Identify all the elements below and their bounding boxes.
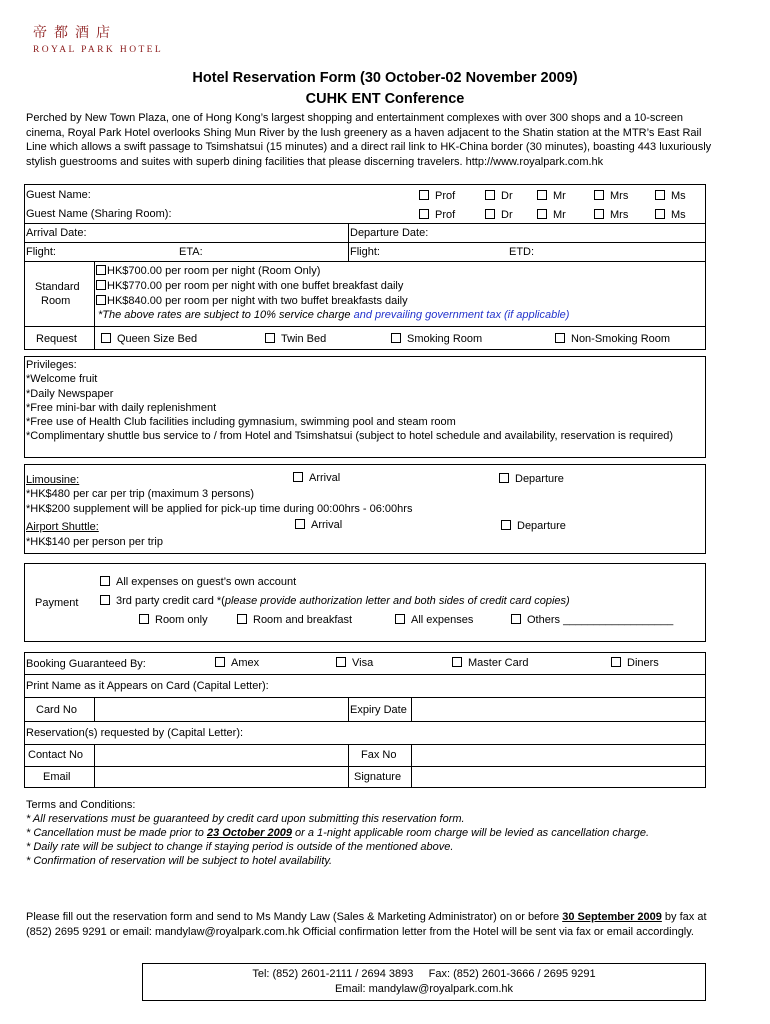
term-item: * Daily rate will be subject to change if staying period is outside of the mentioned above.: [26, 841, 454, 853]
term-item: * Cancellation must be made prior to 23 October 2009 or a 1-night applicable room charge will be levied as cancellation charge.: [26, 827, 650, 839]
card-no-label: Card No: [36, 704, 77, 716]
expiry-date-label: Expiry Date: [350, 704, 407, 716]
checkbox-icon[interactable]: [96, 295, 106, 305]
checkbox-icon[interactable]: [395, 614, 405, 624]
checkbox-icon[interactable]: [293, 472, 303, 482]
hotel-logo: [33, 22, 163, 55]
payment-room-breakfast[interactable]: Room and breakfast: [237, 614, 352, 626]
checkbox-icon[interactable]: [537, 209, 547, 219]
guest-info-section: [24, 184, 706, 262]
payment-third-party[interactable]: 3rd party credit card *(please provide authorization letter and both sides of credit card copies): [100, 595, 570, 607]
room-option-1[interactable]: HK$700.00 per room per night (Room Only): [96, 265, 320, 277]
send-instructions: Please fill out the reservation form and send to Ms Mandy Law (Sales & Marketing Administrator) on or before 30 September 2009 by fax at (852) 2695 9291 or email: mandylaw@royalpark.com.hk Official confirmation letter from the Hotel will be sent via fax or email accordingly.: [26, 911, 707, 938]
checkbox-icon[interactable]: [611, 657, 621, 667]
title-mrs[interactable]: Mrs: [594, 190, 628, 202]
etd-label: ETD:: [509, 246, 535, 258]
sharing-name-label: Guest Name (Sharing Room):: [26, 208, 172, 220]
request-queen-bed[interactable]: Queen Size Bed: [101, 333, 197, 345]
limousine-supplement: *HK$200 supplement will be applied for pick-up time during 00:00hrs - 06:00hrs: [26, 503, 413, 515]
checkbox-icon[interactable]: [655, 190, 665, 200]
sharing-title-ms[interactable]: Ms: [655, 209, 686, 221]
request-label: Request: [36, 333, 77, 345]
footer-email: Email: mandylaw@royalpark.com.hk: [334, 982, 514, 995]
title-prof[interactable]: Prof: [419, 190, 455, 202]
privilege-item: *Daily Newspaper: [26, 387, 114, 400]
contact-no-label: Contact No: [28, 749, 84, 761]
departure-date-label: Departure Date:: [350, 227, 429, 239]
card-master[interactable]: Master Card: [452, 657, 529, 669]
title-ms[interactable]: Ms: [655, 190, 686, 202]
checkbox-icon[interactable]: [96, 280, 106, 290]
shuttle-departure[interactable]: Departure: [501, 520, 566, 532]
payment-all-expenses[interactable]: All expenses: [395, 614, 473, 626]
privileges-heading: Privileges:: [26, 359, 77, 371]
term-item: * Confirmation of reservation will be subject to hotel availability.: [26, 855, 333, 867]
room-section: [24, 261, 706, 350]
room-label-line1: Standard: [35, 281, 80, 293]
guest-name-label: Guest Name:: [26, 189, 91, 201]
booking-section: [24, 652, 706, 788]
checkbox-icon[interactable]: [295, 519, 305, 529]
checkbox-icon[interactable]: [499, 473, 509, 483]
limousine-label: Limousine:: [26, 474, 80, 486]
shuttle-rate: *HK$140 per person per trip: [26, 536, 163, 548]
shuttle-arrival[interactable]: Arrival: [295, 519, 342, 531]
checkbox-icon[interactable]: [237, 614, 247, 624]
arrival-date-label: Arrival Date:: [26, 227, 87, 239]
checkbox-icon[interactable]: [419, 190, 429, 200]
checkbox-icon[interactable]: [139, 614, 149, 624]
sharing-title-mr[interactable]: Mr: [537, 209, 566, 221]
sharing-title-prof[interactable]: Prof: [419, 209, 455, 221]
limousine-rate: *HK$480 per car per trip (maximum 3 persons): [26, 488, 255, 500]
checkbox-icon[interactable]: [101, 333, 111, 343]
checkbox-icon[interactable]: [655, 209, 665, 219]
airport-shuttle-label: Airport Shuttle:: [26, 521, 99, 533]
checkbox-icon[interactable]: [555, 333, 565, 343]
payment-section: [24, 563, 706, 642]
checkbox-icon[interactable]: [100, 576, 110, 586]
rate-note: *The above rates are subject to 10% service charge and prevailing government tax (if applicable): [98, 309, 570, 321]
checkbox-icon[interactable]: [452, 657, 462, 667]
privileges-section: [24, 356, 706, 458]
title-mr[interactable]: Mr: [537, 190, 566, 202]
checkbox-icon[interactable]: [511, 614, 521, 624]
privilege-item: *Free mini-bar with daily replenishment: [26, 401, 217, 414]
request-twin-bed[interactable]: Twin Bed: [265, 333, 326, 345]
checkbox-icon[interactable]: [419, 209, 429, 219]
payment-own-account[interactable]: All expenses on guest’s own account: [100, 576, 296, 588]
checkbox-icon[interactable]: [594, 209, 604, 219]
payment-room-only[interactable]: Room only: [139, 614, 208, 626]
request-non-smoking[interactable]: Non-Smoking Room: [555, 333, 670, 345]
print-name-label: Print Name as it Appears on Card (Capital Letter):: [26, 680, 269, 692]
checkbox-icon[interactable]: [100, 595, 110, 605]
checkbox-icon[interactable]: [96, 265, 106, 275]
sharing-title-mrs[interactable]: Mrs: [594, 209, 628, 221]
checkbox-icon[interactable]: [336, 657, 346, 667]
title-dr[interactable]: Dr: [485, 190, 513, 202]
requested-by-label: Reservation(s) requested by (Capital Letter):: [26, 727, 244, 739]
room-label-line2: Room: [41, 295, 71, 307]
limousine-arrival[interactable]: Arrival: [293, 472, 340, 484]
checkbox-icon[interactable]: [391, 333, 401, 343]
form-title: Hotel Reservation Form (30 October-02 November 2009): [192, 70, 578, 86]
card-visa[interactable]: Visa: [336, 657, 373, 669]
flight-label: Flight:: [26, 246, 56, 258]
transport-section: [24, 464, 706, 554]
payment-others[interactable]: Others __________________: [511, 614, 673, 626]
room-option-2[interactable]: HK$770.00 per room per night with one buffet breakfast daily: [96, 280, 403, 292]
sharing-title-dr[interactable]: Dr: [485, 209, 513, 221]
checkbox-icon[interactable]: [485, 209, 495, 219]
logo-english: ROYAL PARK HOTEL: [33, 45, 164, 55]
room-option-3[interactable]: HK$840.00 per room per night with two buffet breakfasts daily: [96, 295, 408, 307]
flight-departure-label: Flight:: [350, 246, 380, 258]
privilege-item: *Complimentary shuttle bus service to / from Hotel and Tsimshatsui (subject to hotel schedule and availability, reservation is required): [26, 430, 674, 443]
signature-label: Signature: [354, 771, 402, 783]
checkbox-icon[interactable]: [215, 657, 225, 667]
form-subtitle: CUHK ENT Conference: [305, 91, 465, 107]
checkbox-icon[interactable]: [485, 190, 495, 200]
limousine-departure[interactable]: Departure: [499, 473, 564, 485]
card-amex[interactable]: Amex: [215, 657, 259, 669]
checkbox-icon[interactable]: [594, 190, 604, 200]
logo-chinese: 帝都酒店: [33, 25, 117, 41]
terms-section: [26, 798, 726, 868]
footer-phone-fax: Tel: (852) 2601-2111 / 2694 3893 Fax: (852) 2601-3666 / 2695 9291: [252, 968, 596, 980]
fax-no-label: Fax No: [361, 749, 397, 761]
intro-paragraph: Perched by New Town Plaza, one of Hong Kong’s largest shopping and entertainment complexes with over 300 shops and a 10-screen cinema, Royal Park Hotel overlooks Shing Mun River by the lush greenery as a haven adjacent to the Shatin station at the MTR’s East Rail Line which allows a swift passage to Tsimshatsui (15 minutes) and a direct rail link to HK-China border (30 minutes), boasting 443 luxuriously stylish guestrooms and suites with superb dining facilities that please discerning travelers. http://www.royalpark.com.hk: [26, 112, 712, 168]
eta-label: ETA:: [179, 246, 203, 258]
checkbox-icon[interactable]: [537, 190, 547, 200]
footer-contact: [142, 963, 706, 1001]
privilege-item: *Free use of Health Club facilities including gymnasium, swimming pool and steam room: [26, 416, 456, 429]
checkbox-icon[interactable]: [265, 333, 275, 343]
terms-heading: Terms and Conditions:: [26, 799, 136, 811]
checkbox-icon[interactable]: [501, 520, 511, 530]
email-label: Email: [43, 771, 71, 783]
payment-label: Payment: [35, 597, 79, 609]
privilege-item: *Welcome fruit: [26, 373, 98, 386]
request-smoking[interactable]: Smoking Room: [391, 333, 482, 345]
term-item: * All reservations must be guaranteed by credit card upon submitting this reservation form.: [26, 813, 465, 825]
card-diners[interactable]: Diners: [611, 657, 659, 669]
guaranteed-by-label: Booking Guaranteed By:: [26, 658, 146, 670]
